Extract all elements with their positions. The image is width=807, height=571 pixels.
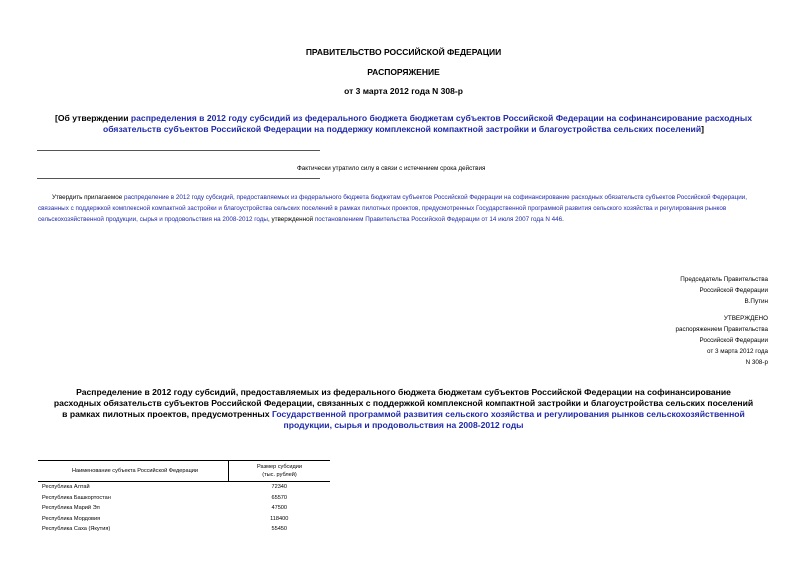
table-row — [38, 514, 330, 525]
signature-block — [560, 274, 768, 307]
document-date-number: от 3 марта 2012 года N 308-р — [344, 86, 463, 96]
section-title-line-3 — [20, 409, 787, 420]
table-row — [38, 503, 330, 514]
section-title — [20, 387, 787, 431]
table-row — [38, 482, 330, 493]
approval-line-4: от 3 марта 2012 года — [707, 348, 768, 355]
signature-country: Российской Федерации — [699, 287, 768, 294]
region-name: Республика Марий Эл — [42, 505, 100, 512]
program-link-2[interactable]: продукции, сырья и продовольствия на 2008-2012 годы — [283, 420, 524, 430]
divider-bottom — [37, 178, 320, 179]
title-link-2[interactable]: обязательств субъектов Российской Федерации на поддержку комплексной компактной застройки и благоустройства сельских поселений — [102, 124, 702, 134]
approval-line-5: N 308-р — [745, 359, 768, 366]
title-link-1[interactable]: распределения в 2012 году субсидий из федерального бюджета бюджетам субъектов Российской Федерации на софинансирование расходных — [130, 113, 752, 123]
region-name: Республика Саха (Якутия) — [42, 526, 111, 533]
region-name: Республика Мордовия — [42, 515, 101, 522]
subsidy-amount: 47500 — [271, 505, 288, 512]
section-title-line-4 — [20, 420, 787, 431]
program-link-1[interactable]: Государственной программой развития сельского хозяйства и регулирования рынков сельскохозяйственной — [271, 409, 745, 419]
government-heading: ПРАВИТЕЛЬСТВО РОССИЙСКОЙ ФЕДЕРАЦИИ — [305, 47, 502, 57]
title-suffix: ] — [701, 124, 704, 134]
document-type: РАСПОРЯЖЕНИЕ — [367, 67, 440, 77]
paragraph-tail: , утвержденной — [267, 216, 315, 223]
paragraph-end: . — [562, 216, 564, 223]
approval-line-3: Российской Федерации — [699, 337, 768, 344]
subsidy-amount: 55450 — [271, 526, 288, 533]
subsidy-amount: 72340 — [271, 484, 288, 491]
title-line-1 — [20, 113, 787, 124]
region-name: Республика Алтай — [42, 484, 90, 491]
table-row — [38, 493, 330, 504]
column-header-amount — [229, 461, 331, 482]
divider-top — [37, 150, 320, 151]
signature-name: В.Путин — [744, 298, 768, 305]
subsidy-amount: 65570 — [271, 494, 288, 501]
section-title-plain: в рамках пилотных проектов, предусмотренных — [62, 409, 272, 419]
amount-header-line-2: (тыс. рублей) — [262, 472, 297, 478]
resolution-paragraph — [38, 192, 770, 225]
document-title — [20, 113, 787, 135]
distribution-link[interactable]: распределение в 2012 году субсидий, предоставляемых из федерального бюджета бюджетам субъектов Российской Федерации на софинансирование расходных обязательств субъектов Российской Федерации, связанных с поддержкой комплексной компактной застройки и благоустройства сельских поселений в рамках пилотных проектов, предусмотренных Государственной программой развития сельского хозяйства и регулирования рынков сельскохозяйственной продукции, сырья и продовольствия на 2008-2012 годы — [38, 194, 748, 223]
status-note: Фактически утратило силу в связи с истечением срока действия — [297, 165, 486, 172]
subsidy-amount: 118400 — [270, 515, 289, 522]
amount-header-line-1: Размер субсидии — [256, 464, 302, 470]
approval-block — [560, 313, 768, 368]
column-header-region: Наименование субъекта Российской Федерации — [38, 461, 229, 482]
approval-heading: УТВЕРЖДЕНО — [723, 315, 768, 322]
title-line-2 — [20, 124, 787, 135]
approval-line-2: распоряжением Правительства — [675, 326, 768, 333]
section-title-line-2: расходных обязательств субъектов Российской Федерации, связанных с поддержкой комплексной компактной застройки и благоустройства сельских поселений — [53, 398, 754, 408]
paragraph-lead: Утвердить прилагаемое — [52, 194, 124, 201]
subsidy-table — [38, 460, 330, 535]
section-title-line-1: Распределение в 2012 году субсидий, предоставляемых из федерального бюджета бюджетам субъектов Российской Федерации на софинансирование — [76, 387, 731, 397]
decree-link[interactable]: постановлением Правительства Российской Федерации от 14 июля 2007 года N 446 — [314, 216, 563, 223]
table-header-row — [38, 461, 330, 482]
table-row — [38, 524, 330, 535]
signature-position: Председатель Правительства — [680, 276, 768, 283]
region-name: Республика Башкортостан — [42, 494, 111, 501]
title-prefix: [Об утверждении — [54, 113, 131, 123]
